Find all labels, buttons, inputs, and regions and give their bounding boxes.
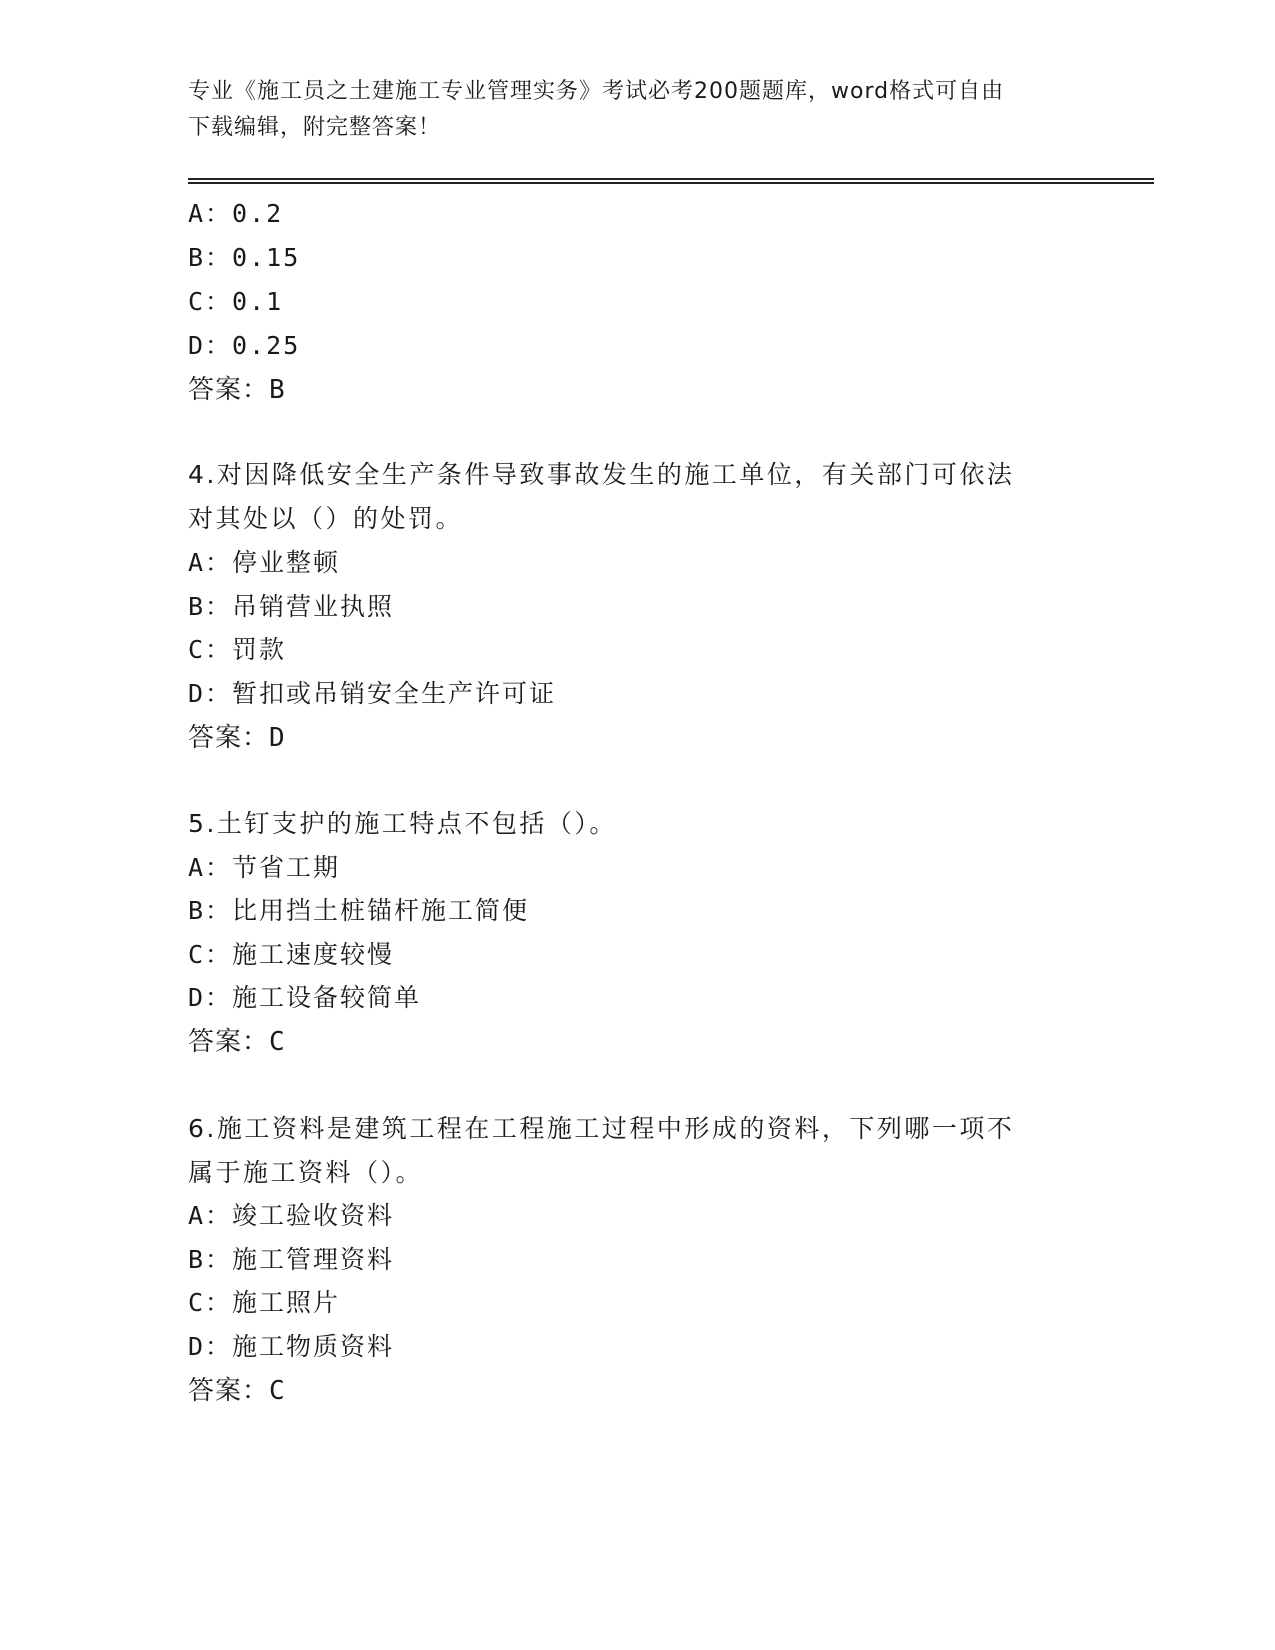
q4-option-b: B：吊销营业执照: [188, 592, 395, 621]
q3-answer: [188, 369, 286, 406]
header-title-line1: 专业《施工员之土建施工专业管理实务》考试必考200题题库，word格式可自由: [188, 79, 1005, 104]
q6-stem-line2: 属于施工资料（）。: [188, 1158, 424, 1187]
q5-option-d: D：施工设备较简单: [188, 983, 422, 1012]
q5-answer: [188, 1021, 286, 1058]
q6-option-c: C：施工照片: [188, 1288, 341, 1317]
header-divider-top: [188, 178, 1154, 180]
answer-label: 答案：: [188, 1027, 270, 1057]
q4-answer: [188, 717, 286, 754]
answer-value: D: [269, 723, 286, 753]
answer-label: 答案：: [188, 1376, 270, 1406]
q6-answer: [188, 1370, 286, 1407]
q3-option-a: A：0.2: [188, 199, 284, 228]
q3-option-c: C：0.1: [188, 287, 284, 316]
q4-option-a: A：停业整顿: [188, 548, 341, 577]
header-divider-bottom: [188, 182, 1154, 184]
q4-option-c: C：罚款: [188, 635, 287, 664]
answer-value: C: [269, 1376, 286, 1406]
q4-stem-line1: 4.对因降低安全生产条件导致事故发生的施工单位，有关部门可依法: [188, 460, 1015, 489]
q6-option-b: B：施工管理资料: [188, 1245, 395, 1274]
q6-option-d: D：施工物质资料: [188, 1332, 395, 1361]
q3-option-b: B：0.15: [188, 243, 301, 272]
answer-value: C: [269, 1027, 286, 1057]
q5-stem-line1: 5.土钉支护的施工特点不包括（）。: [188, 809, 617, 838]
answer-value: B: [269, 375, 286, 405]
q4-stem-line2: 对其处以（）的处罚。: [188, 504, 464, 533]
q6-stem-line1: 6.施工资料是建筑工程在工程施工过程中形成的资料，下列哪一项不: [188, 1114, 1015, 1143]
q6-option-a: A：竣工验收资料: [188, 1201, 395, 1230]
answer-label: 答案：: [188, 723, 270, 753]
answer-label: 答案：: [188, 375, 270, 405]
q5-option-b: B：比用挡土桩锚杆施工简便: [188, 896, 530, 925]
document-header: [188, 74, 1088, 146]
q5-option-a: A：节省工期: [188, 853, 341, 882]
q4-option-d: D：暂扣或吊销安全生产许可证: [188, 679, 557, 708]
q5-option-c: C：施工速度较慢: [188, 940, 395, 969]
header-title-line2: 下载编辑，附完整答案！: [188, 115, 442, 140]
q3-option-d: D：0.25: [188, 331, 301, 360]
